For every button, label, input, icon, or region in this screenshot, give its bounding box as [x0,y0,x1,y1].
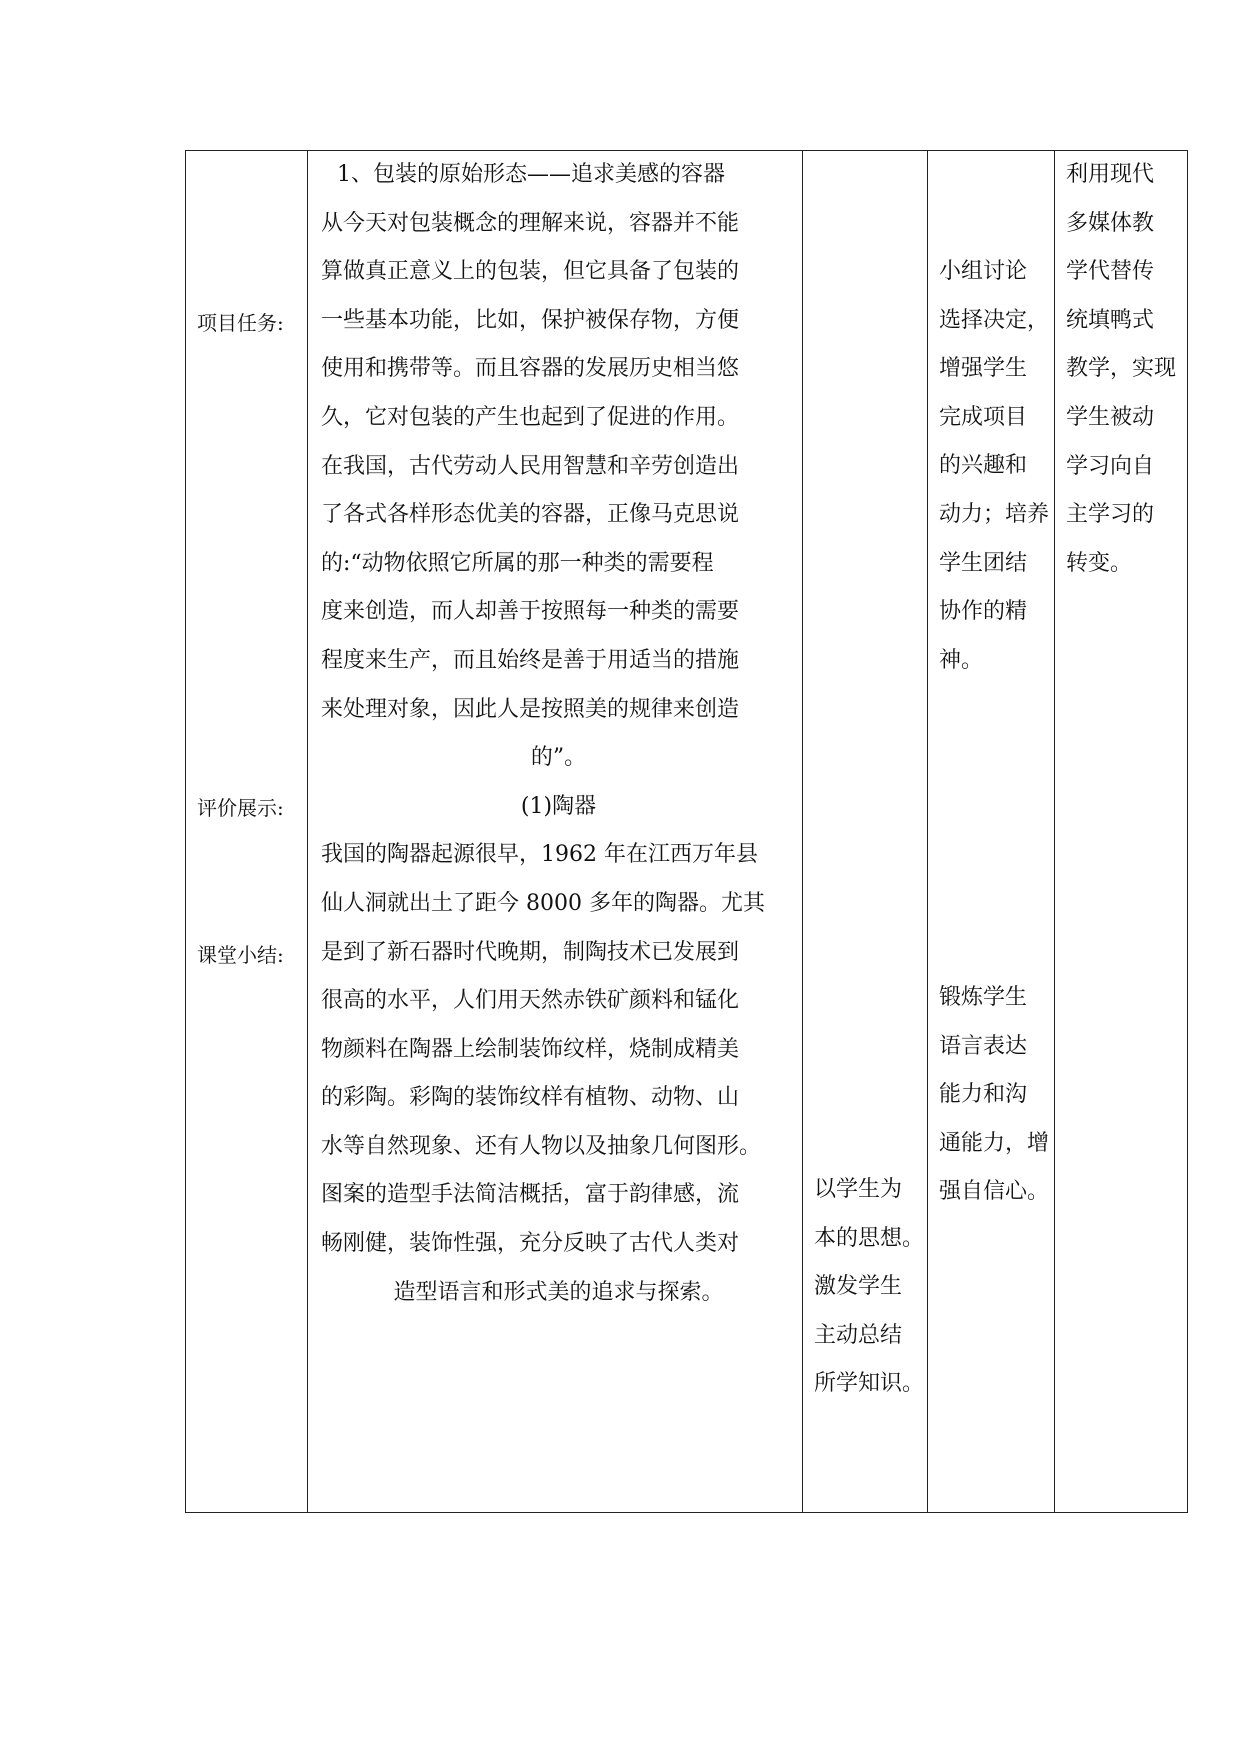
column3-line: 本的思想。 [814,1225,925,1251]
content-line: 使用和携带等。而且容器的发展历史相当悠 [321,356,740,382]
main-content-cell [321,151,796,1317]
column3-cell [814,1166,926,1409]
content-line: 造型语言和形式美的追求与探索。 [393,1279,724,1305]
content-line: 来处理对象，因此人是按照美的规律来创造 [321,696,740,722]
column4-line: 增强学生 [939,356,1028,382]
column5-line: 教学，实现 [1066,356,1177,382]
content-subheading: (1)陶器 [520,793,597,819]
column-divider [307,150,308,1513]
column4-line: 通能力，增 [939,1130,1050,1156]
content-line: 图案的造型手法简洁概括，富于韵律感，流 [321,1182,740,1208]
content-line: 算做真正意义上的包装，但它具备了包装的 [321,259,740,285]
column4-line: 小组讨论 [939,259,1028,284]
content-line: 久，它对包装的产生也起到了促进的作用。 [321,404,740,430]
content-line: 了各式各样形态优美的容器，正像马克思说 [321,502,740,528]
column-divider [802,150,803,1513]
column5-line: 利用现代 [1066,162,1155,187]
column4-line: 协作的精 [939,599,1028,625]
column5-line: 转变。 [1066,550,1133,576]
column5-line: 统填鸭式 [1066,307,1155,333]
column3-line: 激发学生 [814,1274,903,1300]
content-line: 从今天对包装概念的理解来说，容器并不能 [321,210,740,236]
content-line: 仙人洞就出土了距今 8000 多年的陶器。尤其 [321,890,765,916]
column5-line: 学生被动 [1066,404,1155,430]
column4-line: 神。 [939,647,984,673]
content-heading: 1、包装的原始形态——追求美感的容器 [337,162,725,187]
content-line: 畅刚健，装饰性强，充分反映了古代人类对 [321,1231,740,1257]
column4-line: 选择决定， [939,307,1050,333]
column5-line: 主学习的 [1066,502,1155,528]
content-line: 在我国，古代劳动人民用智慧和辛劳创造出 [321,453,740,479]
column4-line: 锻炼学生 [939,985,1028,1010]
column4-top-cell [939,248,1053,685]
column5-cell [1066,151,1186,588]
column5-line: 学习向自 [1066,453,1155,479]
column4-line: 动力；培养 [939,501,1050,527]
content-line: 程度来生产，而且始终是善于用适当的措施 [321,647,740,673]
column4-line: 能力和沟 [939,1082,1028,1108]
content-line: 的:“动物依照它所属的那一种类的需要程 [321,550,714,576]
label-evaluation: 评价展示: [197,796,284,820]
column-divider [1054,150,1055,1513]
column3-line: 以学生为 [814,1177,903,1202]
content-line: 的”。 [530,745,587,771]
column3-line: 所学知识。 [814,1371,925,1397]
content-line: 很高的水平，人们用天然赤铁矿颜料和锰化 [321,988,740,1014]
content-line: 的彩陶。彩陶的装饰纹样有植物、动物、山 [321,1085,740,1111]
label-project-task: 项目任务: [197,311,284,335]
content-line: 水等自然现象、还有人物以及抽象几何图形。 [321,1133,762,1159]
column4-line: 强自信心。 [939,1179,1050,1205]
column3-line: 主动总结 [814,1322,903,1348]
content-line: 物颜料在陶器上绘制装饰纹样，烧制成精美 [321,1036,740,1062]
content-line: 我国的陶器起源很早，1962 年在江西万年县 [321,842,758,868]
content-line: 一些基本功能，比如，保护被保存物，方便 [321,307,740,333]
column5-line: 学代替传 [1066,259,1155,285]
column-divider [927,150,928,1513]
column4-line: 语言表达 [939,1033,1028,1059]
content-line: 度来创造，而人却善于按照每一种类的需要 [321,599,740,625]
column4-line: 完成项目 [939,404,1028,430]
column4-line: 学生团结 [939,550,1028,576]
column4-line: 的兴趣和 [939,453,1028,479]
column4-bottom-cell [939,974,1053,1217]
label-summary: 课堂小结: [197,943,284,967]
content-line: 是到了新石器时代晚期，制陶技术已发展到 [321,939,740,965]
column5-line: 多媒体教 [1066,210,1155,236]
